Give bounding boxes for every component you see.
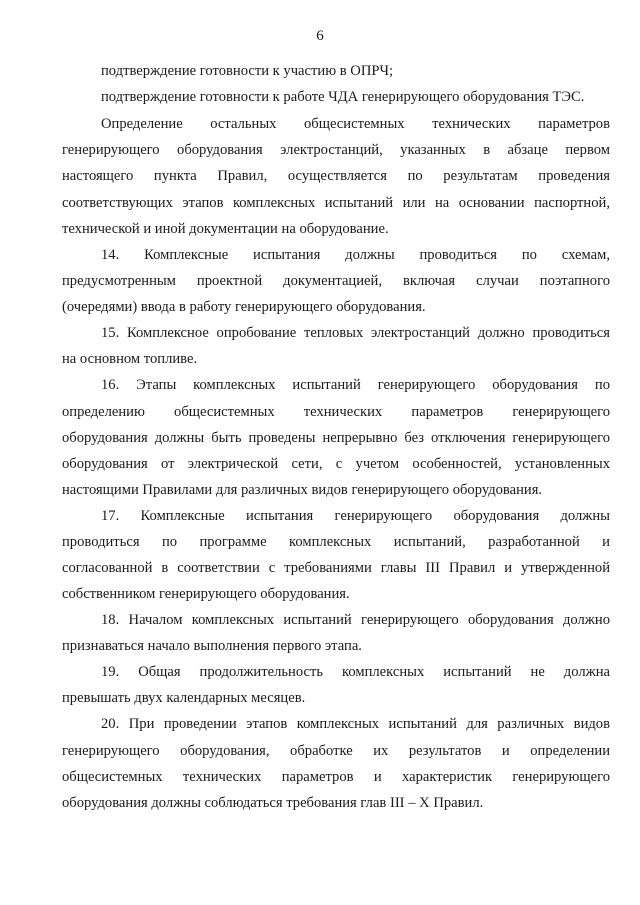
text-line: признаваться начало выполнения первого этапа. [62,638,362,654]
text-line: настоящими Правилами для различных видов генерирующего оборудования. [62,482,543,498]
text-line: оборудования должны соблюдаться требования глав III – X Правил. [62,795,484,811]
text-line: 17. Комплексные испытания генерирующего оборудования должны [101,508,610,524]
text-line: предусмотренным проектной документацией, включая случаи поэтапного [62,273,610,289]
text-line: соответствующих этапов комплексных испытаний или на основании паспортной, [62,195,610,211]
text-line: 16. Этапы комплексных испытаний генерирующего оборудования по [101,377,610,393]
text-line: подтверждение готовности к участию в ОПРЧ; [101,63,394,79]
text-line: настоящего пункта Правил, осуществляется по результатам проведения [62,168,610,184]
text-line: на основном топливе. [62,351,198,367]
text-line: определению общесистемных технических параметров генерирующего [62,404,610,420]
text-line: 20. При проведении этапов комплексных испытаний для различных видов [101,716,610,732]
text-line: 19. Общая продолжительность комплексных испытаний не должна [101,664,610,680]
text-line: Определение остальных общесистемных технических параметров [101,116,610,132]
text-line: проводиться по программе комплексных испытаний, разработанной и [62,534,610,550]
text-line: общесистемных технических параметров и характеристик генерирующего [62,769,610,785]
text-line: 15. Комплексное опробование тепловых электростанций должно проводиться [101,325,610,341]
text-line: оборудования должны быть проведены непрерывно без отключения генерирующего [62,430,610,446]
page-number: 6 [316,28,324,44]
text-line: технической и иной документации на оборудование. [62,221,389,237]
text-line: генерирующего оборудования электростанций, указанных в абзаце первом [62,142,610,158]
text-line: 18. Началом комплексных испытаний генерирующего оборудования должно [101,612,610,628]
text-line: 14. Комплексные испытания должны проводиться по схемам, [101,247,610,263]
text-line: превышать двух календарных месяцев. [62,690,306,706]
text-line: собственником генерирующего оборудования. [62,586,350,602]
text-line: оборудования от электрической сети, с учетом особенностей, установленных [62,456,610,472]
text-line: подтверждение готовности к работе ЧДА генерирующего оборудования ТЭС. [101,89,585,105]
text-line: согласованной в соответствии с требованиями главы III Правил и утвержденной [62,560,610,576]
text-line: генерирующего оборудования, обработке их результатов и определении [62,743,610,759]
text-line: (очередями) ввода в работу генерирующего оборудования. [62,299,426,315]
